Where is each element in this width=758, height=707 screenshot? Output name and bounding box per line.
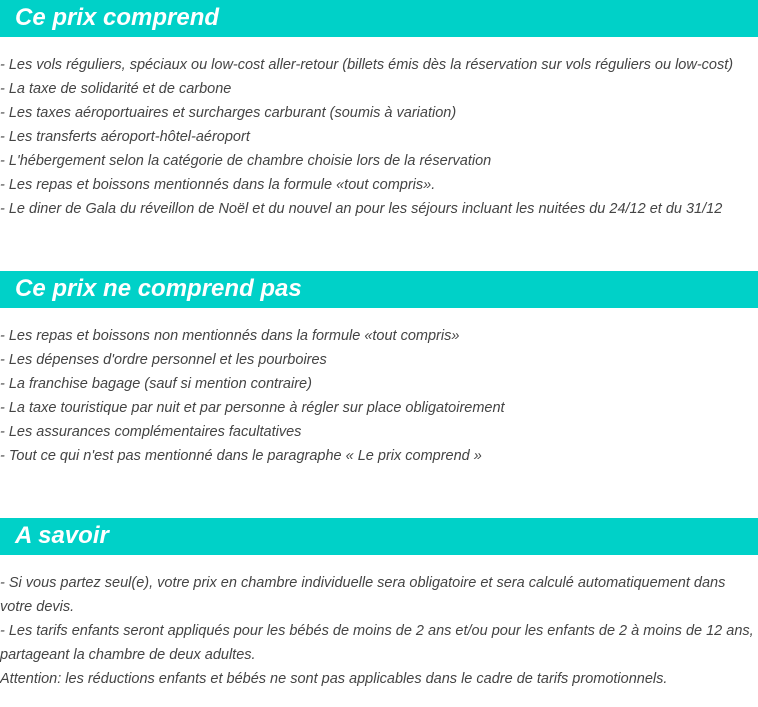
section-header: [0, 271, 758, 308]
list-item: - Les assurances complémentaires facultatives: [0, 424, 302, 440]
list-item: - L'hébergement selon la catégorie de chambre choisie lors de la réservation: [0, 153, 492, 169]
excluded-items-list: [0, 324, 756, 468]
list-item: - Si vous partez seul(e), votre prix en chambre individuelle sera obligatoire et sera calculé automatiquement dans votre devis.: [0, 575, 726, 615]
list-item: - Les vols réguliers, spéciaux ou low-cost aller-retour (billets émis dès la réservation sur vols réguliers ou low-cost): [0, 57, 734, 73]
list-item: - Les tarifs enfants seront appliqués pour les bébés de moins de 2 ans et/ou pour les enfants de 2 à moins de 12 ans, partageant la chambre de deux adultes.: [0, 623, 754, 663]
list-item: - Les transferts aéroport-hôtel-aéroport: [0, 129, 250, 145]
section-title: Ce prix comprend: [15, 4, 220, 31]
section-title: Ce prix ne comprend pas: [15, 275, 302, 302]
section-header: [0, 0, 758, 37]
list-item: - Tout ce qui n'est pas mentionné dans le paragraphe « Le prix comprend »: [0, 448, 482, 464]
list-item: - Les repas et boissons mentionnés dans la formule «tout compris».: [0, 177, 436, 193]
list-item: - La taxe touristique par nuit et par personne à régler sur place obligatoirement: [0, 400, 505, 416]
list-item: - Le diner de Gala du réveillon de Noël et du nouvel an pour les séjours incluant les nuitées du 24/12 et du 31/12: [0, 201, 723, 217]
list-item: - Les taxes aéroportuaires et surcharges carburant (soumis à variation): [0, 105, 457, 121]
list-item: - Les dépenses d'ordre personnel et les pourboires: [0, 352, 327, 368]
list-item: - Les repas et boissons non mentionnés dans la formule «tout compris»: [0, 328, 460, 344]
list-item: - La franchise bagage (sauf si mention contraire): [0, 376, 312, 392]
section-header: [0, 518, 758, 555]
list-item: Attention: les réductions enfants et bébés ne sont pas applicables dans le cadre de tarifs promotionnels.: [0, 671, 668, 687]
included-items-list: [0, 53, 756, 221]
section-title: A savoir: [15, 522, 109, 549]
list-item: - La taxe de solidarité et de carbone: [0, 81, 232, 97]
info-items-list: [0, 571, 756, 691]
